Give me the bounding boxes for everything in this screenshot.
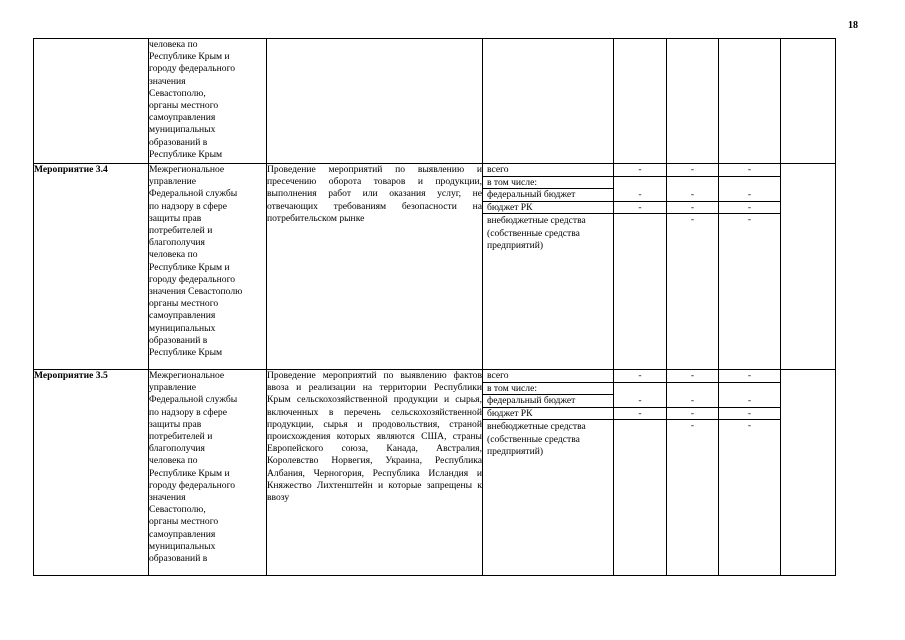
amount-value: - (614, 202, 666, 215)
amount-value: - (719, 395, 780, 408)
amount-value: - (614, 408, 666, 421)
funding-sources (483, 370, 614, 576)
amount-cell (614, 370, 667, 576)
funding-source: федеральный бюджет (483, 395, 613, 408)
amount-value: - (667, 202, 718, 215)
amount-value: - (667, 370, 718, 383)
amount-cell (614, 39, 667, 164)
funding-source: всего (483, 370, 613, 383)
amount-value: - (719, 370, 780, 383)
amount-value (614, 420, 666, 433)
amount-value (667, 177, 718, 190)
measure-name: Мероприятие 3.4 (34, 164, 149, 370)
amount-cell (719, 39, 781, 164)
page-number: 18 (848, 20, 858, 31)
funding-source: бюджет РК (483, 202, 613, 215)
funding-source: внебюджетные средства (собственные средства предприятий) (487, 421, 586, 457)
amount-value (614, 383, 666, 396)
executor-cell: человека по Республике Крым и городу федерального значения Севастополю, органы местного самоуправления муниципальных образований в Республике Крым (149, 39, 267, 164)
amount-value: - (614, 370, 666, 383)
empty-cell (781, 164, 836, 370)
measure-description (267, 39, 483, 164)
amount-value: - (690, 214, 695, 226)
funding-source: в том числе: (483, 177, 613, 190)
empty-cell (781, 39, 836, 164)
measure-name: Мероприятие 3.5 (34, 370, 149, 576)
table-row (34, 39, 836, 164)
amount-value (614, 214, 666, 227)
executor-cell: Межрегиональное управление Федеральной службы по надзору в сфере защиты прав потребителей и благополучия человека по Республике Крым и городу федерального значения Севастополю, органы местного самоуправления муниципальных образований в (149, 370, 267, 576)
amount-value (614, 177, 666, 190)
amount-value: - (719, 164, 780, 177)
amount-value: - (719, 202, 780, 215)
budget-table (33, 38, 836, 576)
funding-sources (483, 39, 614, 164)
amount-value: - (667, 189, 718, 202)
amount-value: - (667, 395, 718, 408)
amount-value: - (747, 214, 752, 226)
amount-value: - (614, 189, 666, 202)
funding-source: бюджет РК (483, 408, 613, 421)
amount-value: - (690, 420, 695, 432)
funding-source: всего (483, 164, 613, 177)
amount-cell (667, 164, 719, 370)
empty-cell (781, 370, 836, 576)
table-row (34, 370, 836, 576)
amount-value: - (614, 164, 666, 177)
amount-value: - (667, 164, 718, 177)
amount-cell (719, 164, 781, 370)
amount-value: - (719, 189, 780, 202)
amount-cell (719, 370, 781, 576)
amount-value: - (719, 408, 780, 421)
executor-cell: Межрегиональное управление Федеральной службы по надзору в сфере защиты прав потребителей и благополучия человека по Республике Крым и городу федерального значения Севастополю органы местного самоуправления муниципальных образований в Республике Крым (149, 164, 267, 370)
amount-value: - (614, 395, 666, 408)
table-row (34, 164, 836, 370)
funding-sources (483, 164, 614, 370)
funding-source: федеральный бюджет (483, 189, 613, 202)
amount-value (719, 177, 780, 190)
amount-value: - (667, 408, 718, 421)
measure-description: Проведение мероприятий по выявлению и пресечению оборота товаров и продукции, выполнения работ или оказания услуг, не отвечающих требованиям безопасности на потребительском рынке (267, 164, 483, 370)
measure-description: Проведение мероприятий по выявлению фактов ввоза и реализации на территории Республики Крым сельскохозяйственной продукции и сырья, включенных в перечень сельскохозяйственной продукции, сырья и продовольствия, страной происхождения которых являются США, страны Европейского союза, Канада, Австралия, Королевство Норвегия, Украина, Республика Албания, Черногория, Республика Исландия и Княжество Лихтенштейн и которые запрещены к ввозу (267, 370, 483, 576)
amount-cell (667, 39, 719, 164)
measure-name (34, 39, 149, 164)
funding-source: в том числе: (483, 383, 613, 396)
amount-cell (614, 164, 667, 370)
amount-cell (667, 370, 719, 576)
amount-value: - (747, 420, 752, 432)
funding-source: внебюджетные средства (собственные средства предприятий) (487, 215, 586, 251)
amount-value (667, 383, 718, 396)
amount-value (719, 383, 780, 396)
